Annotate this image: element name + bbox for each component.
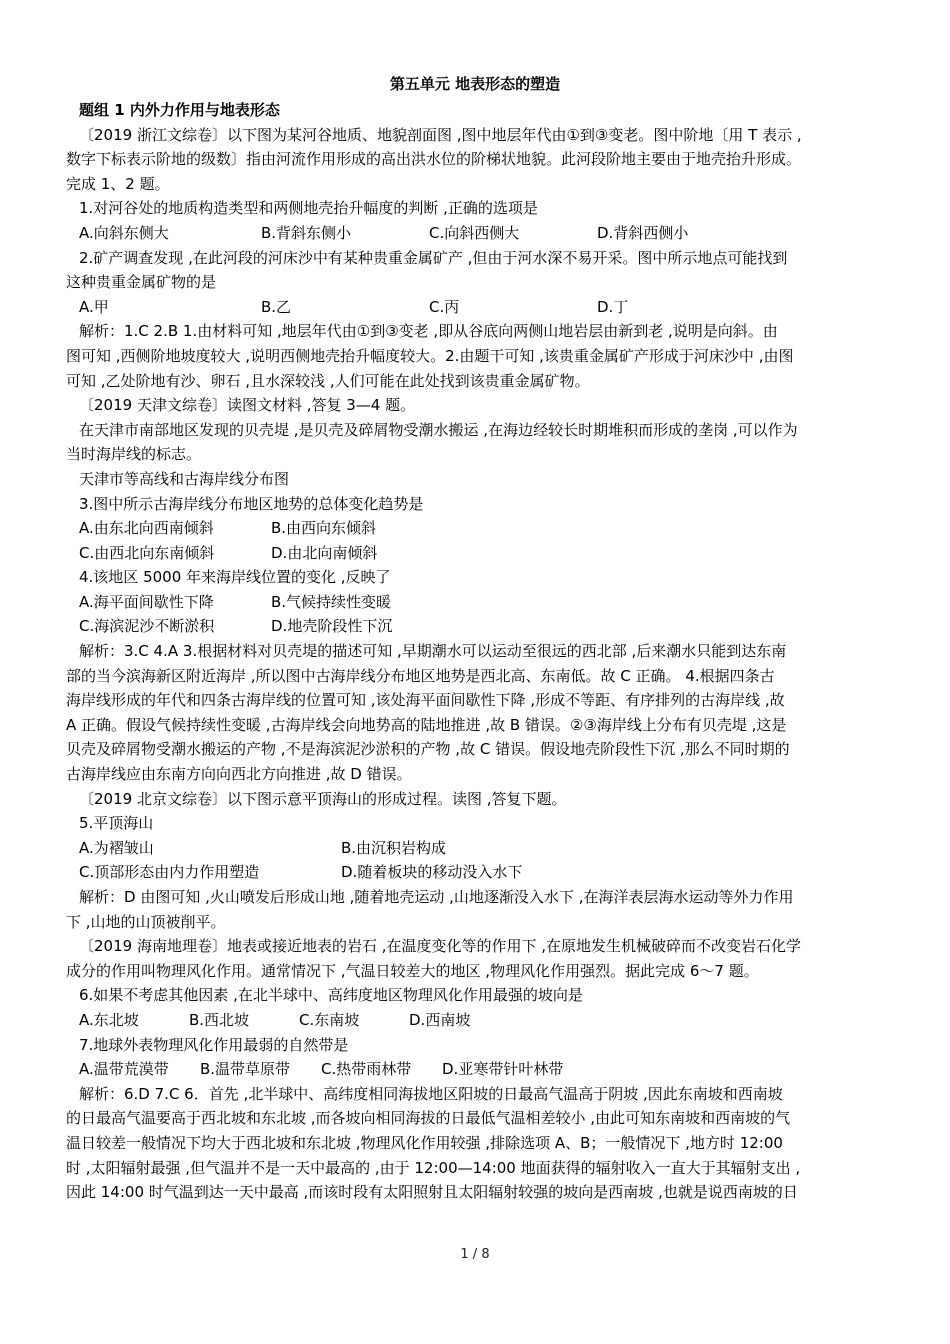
answer-line: 解析：1.C 2.B 1.由材料可知 ,地层年代由①到③变老 ,即从谷底向两侧山地岩层由新到老 ,说明是向斜。由 [79, 322, 778, 341]
question-1-options [66, 221, 886, 246]
question-2: 2.矿产调查发现 ,在此河段的河床沙中有某种贵重金属矿产 ,但由于河水深不易开采。图中所示地点可能找到 [79, 248, 788, 267]
document-body [66, 98, 886, 1205]
paragraph-line: 成分的作用叫物理风化作用。通常情况下 ,气温日较差大的地区 ,物理风化作用强烈。据此完成 6～7 题。 [66, 961, 759, 980]
answer-line: 因此 14:00 时气温到达一天中最高 ,而该时段有太阳照射且太阳辐射较强的坡向是西南坡 ,也就是说西南坡的日 [66, 1183, 798, 1202]
option: D.西南坡 [409, 1010, 471, 1029]
option: D.丁 [597, 297, 629, 316]
question-4-options [66, 614, 886, 639]
page-number: 1 / 8 [460, 1247, 490, 1262]
option: B.温带草原带 [200, 1060, 291, 1079]
paragraph-line: 在天津市南部地区发现的贝壳堤 ,是贝壳及碎屑物受潮水搬运 ,在海边经较长时期堆积而形成的垄岗 ,可以作为 [79, 420, 798, 439]
paragraph-line: 当时海岸线的标志。 [66, 445, 202, 464]
option: C.热带雨林带 [321, 1060, 412, 1079]
option: C.东南坡 [299, 1010, 360, 1029]
answer-line: 时 ,太阳辐射最强 ,但气温并不是一天中最高的 ,由于 12:00—14:00 地面获得的辐射收入一直大于其辐射支出 , [66, 1158, 801, 1177]
answer-line: 可知 ,乙处阶地有沙、卵石 ,且水深较浅 ,人们可能在此处找到该贵重金属矿物。 [66, 371, 590, 390]
question-3: 3.图中所示古海岸线分布地区地势的总体变化趋势是 [79, 494, 424, 513]
section-heading: 题组 1 内外力作用与地表形态 [79, 101, 280, 119]
paragraph-line: 完成 1、2 题。 [66, 174, 170, 193]
option: A.向斜东侧大 [79, 223, 169, 242]
option: B.乙 [261, 297, 292, 316]
option: C.丙 [429, 297, 460, 316]
paragraph-line: 〔2019 北京文综卷〕以下图示意平顶海山的形成过程。读图 ,答复下题。 [79, 789, 567, 808]
question-1: 1.对河谷处的地质构造类型和两侧地壳抬升幅度的判断 ,正确的选项是 [79, 199, 538, 218]
answer-line: 解析：D 由图可知 ,火山喷发后形成山地 ,随着地壳运动 ,山地逐渐没入水下 ,在海洋表层海水运动等外力作用 [79, 888, 794, 906]
option: D.由北向南倾斜 [271, 543, 378, 562]
question-6-options [66, 1008, 886, 1033]
paragraph-line: 〔2019 海南地理卷〕地表或接近地表的岩石 ,在温度变化等的作用下 ,在原地发生机械破碎而不改变岩石化学 [79, 937, 802, 956]
question-5: 5.平顶海山 [79, 814, 154, 833]
option: C.由西北向东南倾斜 [79, 543, 215, 562]
question-6: 6.如果不考虑其他因素 ,在北半球中、高纬度地区物理风化作用最强的坡向是 [79, 986, 583, 1005]
option: B.由沉积岩构成 [341, 838, 447, 857]
question-2-options [66, 295, 886, 320]
option: D.随着板块的移动没入水下 [341, 863, 523, 882]
answer-line: 图可知 ,西侧阶地坡度较大 ,说明西侧地壳抬升幅度较大。2.由题干可知 ,该贵重金属矿产形成于河床沙中 ,由图 [66, 346, 794, 365]
option: A.东北坡 [79, 1010, 139, 1029]
option: A.由东北向西南倾斜 [79, 519, 214, 538]
answer-line: 海岸线形成的年代和四条古海岸线的位置可知 ,该处海平面间歇性下降 ,形成不等距、有序排列的古海岸线 ,故 [66, 691, 785, 710]
option: C.向斜西侧大 [429, 223, 520, 242]
option: A.温带荒漠带 [79, 1060, 169, 1079]
option: C.海滨泥沙不断淤积 [79, 617, 215, 636]
option: D.背斜西侧小 [597, 223, 689, 242]
option: C.顶部形态由内力作用塑造 [79, 863, 260, 882]
answer-line: 温日较差一般情况下均大于西北坡和东北坡 ,物理风化作用较强 ,排除选项 A、B；一般情况下 ,地方时 12:00 [66, 1133, 783, 1152]
answer-line: 贝壳及碎屑物受潮水搬运的产物 ,不是海滨泥沙淤积的产物 ,故 C 错误。假设地壳阶段性下沉 ,那么不同时期的 [66, 740, 790, 759]
question-7: 7.地球外表物理风化作用最弱的自然带是 [79, 1035, 349, 1054]
paragraph-line: 〔2019 天津文综卷〕读图文材料 ,答复 3—4 题。 [79, 396, 416, 415]
option: D.亚寒带针叶林带 [442, 1060, 564, 1079]
option: B.背斜东侧小 [261, 223, 352, 242]
answer-line: A 正确。假设气候持续性变暖 ,古海岸线会向地势高的陆地推进 ,故 B 错误。②③海岸线上分布有贝壳堤 ,这是 [66, 715, 787, 734]
option: B.由西向东倾斜 [271, 519, 377, 538]
figure-caption: 天津市等高线和古海岸线分布图 [79, 469, 290, 488]
answer-line: 古海岸线应由东南方向向西北方向推进 ,故 D 错误。 [66, 765, 412, 784]
question-4-options [66, 590, 886, 615]
option: A.为褶皱山 [79, 838, 154, 857]
page-title: 第五单元 地表形态的塑造 [389, 75, 561, 93]
option: D.地壳阶段性下沉 [271, 617, 393, 636]
question-5-options [66, 836, 886, 861]
question-4: 4.该地区 5000 年来海岸线位置的变化 ,反映了 [79, 568, 391, 587]
question-2-cont: 这种贵重金属矿物的是 [66, 273, 217, 292]
question-3-options [66, 516, 886, 541]
option: B.气候持续性变暖 [271, 592, 392, 611]
answer-line: 解析：3.C 4.A 3.根据材料对贝壳堤的描述可知 ,早期潮水可以运动至很远的西北部 ,后来潮水只能到达东南 [79, 642, 787, 661]
paragraph-line: 〔2019 浙江文综卷〕以下图为某河谷地质、地貌剖面图 ,图中地层年代由①到③变老。图中阶地〔用 T 表示 , [79, 125, 802, 144]
option: B.西北坡 [189, 1010, 250, 1029]
question-3-options [66, 541, 886, 566]
question-7-options [66, 1057, 886, 1082]
option: A.甲 [79, 297, 109, 316]
answer-line: 下 ,山地的山顶被削平。 [66, 912, 226, 931]
answer-line: 的日最高气温要高于西北坡和东北坡 ,而各坡向相同海拔的日最低气温相差较小 ,由此可知东南坡和西南坡的气 [66, 1109, 791, 1128]
question-5-options [66, 860, 886, 885]
option: A.海平面间歇性下降 [79, 592, 214, 611]
paragraph-line: 数字下标表示阶地的级数〕指由河流作用形成的高出洪水位的阶梯状地貌。此河段阶地主要由于地壳抬升形成。 [66, 150, 802, 169]
answer-line: 部的当今滨海新区附近海岸 ,所以图中古海岸线分布地区地势是西北高、东南低。故 C 正确。 4.根据四条古 [66, 666, 775, 685]
answer-line: 解析：6.D 7.C 6．首先 ,北半球中、高纬度相同海拔地区阳坡的日最高气温高于阴坡 ,因此东南坡和西南坡 [79, 1084, 783, 1103]
